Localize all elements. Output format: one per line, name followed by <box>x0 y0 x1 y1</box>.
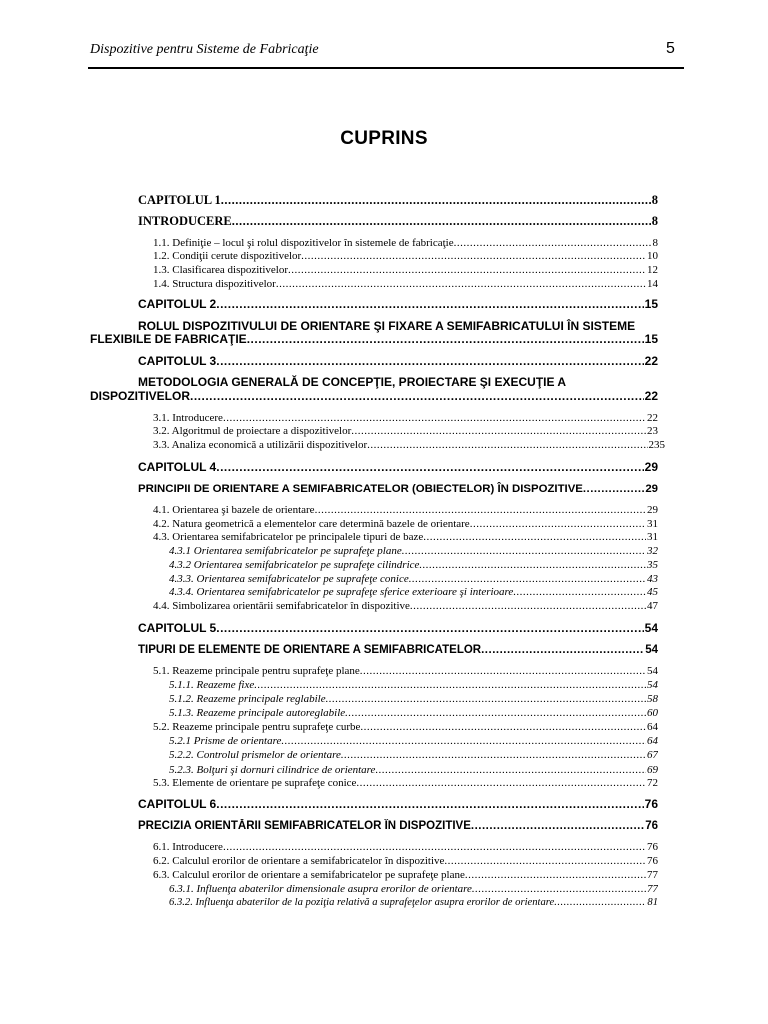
toc-entry-4-3-3[interactable]: 4.3.3. Orientarea semifabricatelor pe suprafeţe conice ..... 43 <box>169 572 658 586</box>
toc-entry-chapter-3[interactable]: CAPITOLUL 3 ..... 22 <box>138 354 658 368</box>
toc-entry-chapter-3-title[interactable]: DISPOZITIVELOR ..... 22 <box>90 389 658 403</box>
toc-entry-5-2-3[interactable]: 5.2.3. Bolţuri şi dornuri cilindrice de orientare ..... 69 <box>169 763 658 777</box>
toc-entry-chapter-5-title[interactable]: TIPURI DE ELEMENTE DE ORIENTARE A SEMIFABRICATELOR ..... 54 <box>138 643 658 657</box>
toc-entry-5-1-3[interactable]: 5.1.3. Reazeme principale autoreglabile ..... 60 <box>169 706 658 720</box>
toc-entry-4-3-2[interactable]: 4.3.2 Orientarea semifabricatelor pe suprafeţe cilindrice ..... 35 <box>169 558 658 572</box>
toc-entry-3-1[interactable]: 3.1. Introducere ..... 22 <box>153 411 658 425</box>
toc-entry-chapter-5[interactable]: CAPITOLUL 5 ..... 54 <box>138 621 658 635</box>
toc-entry-5-1-1[interactable]: 5.1.1. Reazeme fixe ..... 54 <box>169 678 658 692</box>
toc-entry-introducere[interactable]: INTRODUCERE ..... 8 <box>138 214 658 228</box>
toc-entry-5-2-1[interactable]: 5.2.1 Prisme de orientare ..... 64 <box>169 734 658 748</box>
toc-entry-chapter-6[interactable]: CAPITOLUL 6 ..... 76 <box>138 797 658 811</box>
toc-entry-3-3[interactable]: 3.3. Analiza economică a utilizării dispozitivelor ..... 235 <box>153 438 665 452</box>
toc-entry-4-3-1[interactable]: 4.3.1 Orientarea semifabricatelor pe suprafeţe plane ..... 32 <box>169 544 658 558</box>
toc-entry-5-1-2[interactable]: 5.1.2. Reazeme principale reglabile ..... 58 <box>169 692 658 706</box>
toc-entry-6-3-2[interactable]: 6.3.2. Influenţa abaterilor de la poziţia relativă a suprafeţelor asupra erorilor de orientare ..... 81 <box>169 896 658 910</box>
toc-entry-4-2[interactable]: 4.2. Natura geometrică a elementelor care determină bazele de orientare ..... 31 <box>153 517 658 531</box>
toc-entry-chapter-2-title-line1[interactable]: ROLUL DISPOZITIVULUI DE ORIENTARE ŞI FIXARE A SEMIFABRICATULUI ÎN SISTEME <box>138 319 636 333</box>
page-number: 5 <box>666 40 675 57</box>
toc-entry-6-3-1[interactable]: 6.3.1. Influenţa abaterilor dimensionale asupra erorilor de orientare ..... 77 <box>169 882 658 896</box>
toc-entry-4-4[interactable]: 4.4. Simbolizarea orientării semifabricatelor în dispozitive ..... 47 <box>153 599 658 613</box>
toc-entry-1-2[interactable]: 1.2. Condiţii cerute dispozitivelor ..... 10 <box>153 249 658 263</box>
toc-entry-chapter-4[interactable]: CAPITOLUL 4 ..... 29 <box>138 460 658 474</box>
toc-entry-4-1[interactable]: 4.1. Orientarea şi bazele de orientare ..... 29 <box>153 503 658 517</box>
toc-entry-1-3[interactable]: 1.3. Clasificarea dispozitivelor ..... 12 <box>153 263 658 277</box>
running-header-title: Dispozitive pentru Sisteme de Fabricaţie <box>90 42 319 57</box>
toc-entry-3-2[interactable]: 3.2. Algoritmul de proiectare a dispozitivelor ..... 23 <box>153 424 658 438</box>
toc-entry-5-1[interactable]: 5.1. Reazeme principale pentru suprafeţe plane ..... 54 <box>153 664 658 678</box>
toc-entry-1-1[interactable]: 1.1. Definiţie – locul şi rolul dispozitivelor în sistemele de fabricaţie ..... 8 <box>153 236 658 250</box>
toc-entry-4-3-4[interactable]: 4.3.4. Orientarea semifabricatelor pe suprafeţe sferice exterioare şi interioare ..... 45 <box>169 585 658 599</box>
toc-entry-chapter-3-title-line1[interactable]: METODOLOGIA GENERALĂ DE CONCEPŢIE, PROIECTARE ŞI EXECUŢIE A <box>138 375 567 389</box>
toc-entry-chapter-4-title[interactable]: PRINCIPII DE ORIENTARE A SEMIFABRICATELOR (OBIECTELOR) ÎN DISPOZITIVE ..... 29 <box>138 482 658 496</box>
toc-entry-chapter-1[interactable]: CAPITOLUL 1 ..... 8 <box>138 193 658 207</box>
toc-entry-6-3[interactable]: 6.3. Calculul erorilor de orientare a semifabricatelor pe suprafeţe plane ..... 77 <box>153 868 658 882</box>
toc-entry-6-2[interactable]: 6.2. Calculul erorilor de orientare a semifabricatelor în dispozitive ..... 76 <box>153 854 658 868</box>
toc-entry-chapter-6-title[interactable]: PRECIZIA ORIENTĂRII SEMIFABRICATELOR ÎN DISPOZITIVE ..... 76 <box>138 819 658 833</box>
toc-entry-chapter-2[interactable]: CAPITOLUL 2 ..... 15 <box>138 297 658 311</box>
toc-entry-chapter-2-title[interactable]: FLEXIBILE DE FABRICAŢIE ..... 15 <box>90 332 658 346</box>
toc-entry-6-1[interactable]: 6.1. Introducere ..... 76 <box>153 840 658 854</box>
page-title: CUPRINS <box>340 128 428 149</box>
toc-entry-5-2[interactable]: 5.2. Reazeme principale pentru suprafeţe curbe ..... 64 <box>153 720 658 734</box>
toc-entry-5-3[interactable]: 5.3. Elemente de orientare pe suprafeţe conice ..... 72 <box>153 776 658 790</box>
toc-entry-5-2-2[interactable]: 5.2.2. Controlul prismelor de orientare ..... 67 <box>169 748 658 762</box>
toc-entry-1-4[interactable]: 1.4. Structura dispozitivelor ..... 14 <box>153 277 658 291</box>
toc-entry-4-3[interactable]: 4.3. Orientarea semifabricatelor pe principalele tipuri de baze ..... 31 <box>153 530 658 544</box>
